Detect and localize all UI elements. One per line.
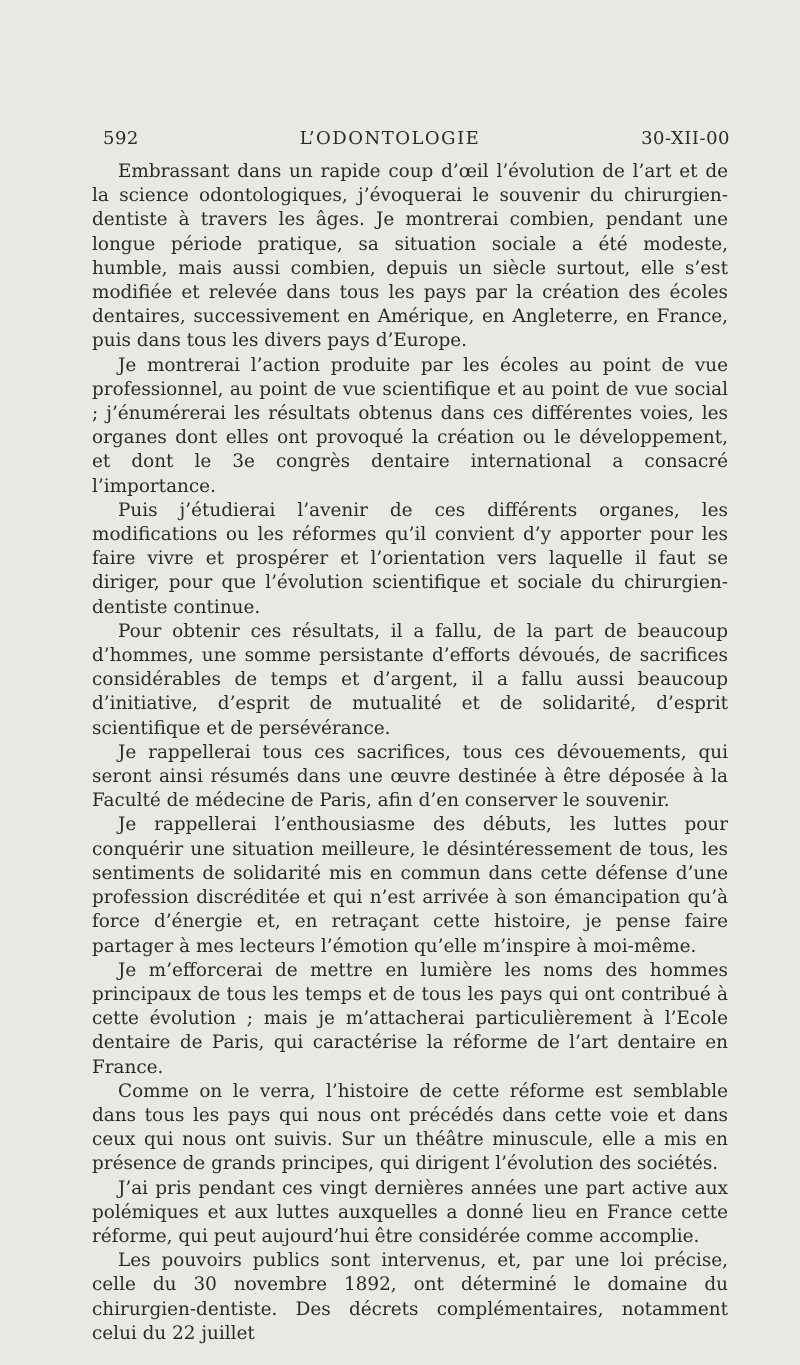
paragraph: Je rappellerai tous ces sacrifices, tous ces dévouements, qui seront ainsi résumés dans une œuvre destinée à être déposée à la Faculté de médecine de Paris, afin d’en conserver le souvenir. — [92, 741, 728, 812]
page-number: 592 — [103, 128, 139, 149]
running-title: L’ODONTOLOGIE — [299, 128, 481, 149]
issue-date: 30-XII-00 — [641, 128, 730, 149]
paragraph: J’ai pris pendant ces vingt dernières années une part active aux polémiques et aux luttes auxquelles a donné lieu en France cette réforme, qui peut aujourd’hui être considérée comme accomplie. — [92, 1177, 728, 1247]
paragraph: Je montrerai l’action produite par les écoles au point de vue professionnel, au point de vue scientifique et au point de vue social ; j’énumérerai les résultats obtenus dans ces différentes voies, les organes dont elles ont provoqué la création ou le développement, et dont le 3e congrès dentaire international a consacré l’importance. — [92, 354, 728, 497]
running-header — [103, 128, 730, 149]
paragraph: Les pouvoirs publics sont intervenus, et, par une loi précise, celle du 30 novembre 1892, ont déterminé le domaine du chirurgien-dentiste. Des décrets complémentaires, notamment celui du 22 juillet — [92, 1250, 728, 1344]
paragraph: Puis j’étudierai l’avenir de ces différents organes, les modifications ou les réformes qu’il convient d’y apporter pour les faire vivre et prospérer et l’orientation vers laquelle il faut se diriger, pour que l’évolution scientifique et sociale du chirurgien-dentiste continue. — [92, 499, 728, 618]
paragraph: Comme on le verra, l’histoire de cette réforme est semblable dans tous les pays qui nous ont précédés dans cette voie et dans ceux qui nous ont suivis. Sur un théâtre minuscule, elle a mis en présence de grands principes, qui dirigent l’évolution des sociétés. — [92, 1080, 728, 1175]
paragraph: Embrassant dans un rapide coup d’œil l’évolution de l’art et de la science odontologiques, j’évoquerai le souvenir du chirurgien-dentiste à travers les âges. Je montrerai combien, pendant une longue période pratique, sa situation sociale a été modeste, humble, mais aussi combien, depuis un siècle surtout, elle s’est modifiée et relevée dans tous les pays par la création des écoles dentaires, successivement en Amérique, en Angleterre, en France, puis dans tous les divers pays d’Europe. — [92, 161, 728, 352]
paragraph: Je m’efforcerai de mettre en lumière les noms des hommes principaux de tous les temps et de tous les pays qui ont contribué à cette évolution ; mais je m’attacherai particulièrement à l’Ecole dentaire de Paris, qui caractérise la réforme de l’art dentaire en France. — [92, 959, 728, 1078]
paragraph: Je rappellerai l’enthousiasme des débuts, les luttes pour conquérir une situation meilleure, le désintéressement de tous, les sentiments de solidarité mis en commun dans cette défense d’une profession discréditée et qui n’est arrivée à son émancipation qu’à force d’énergie et, en retraçant cette histoire, je pense faire partager à mes lecteurs l’émotion qu’elle m’inspire à moi-même. — [92, 814, 728, 957]
body-text — [92, 160, 728, 1346]
paragraph: Pour obtenir ces résultats, il a fallu, de la part de beaucoup d’hommes, une somme persistante d’efforts dévoués, de sacrifices considérables de temps et d’argent, il a fallu aussi beaucoup d’initiative, d’esprit de mutualité et de solidarité, d’esprit scientifique et de persévérance. — [92, 620, 728, 739]
